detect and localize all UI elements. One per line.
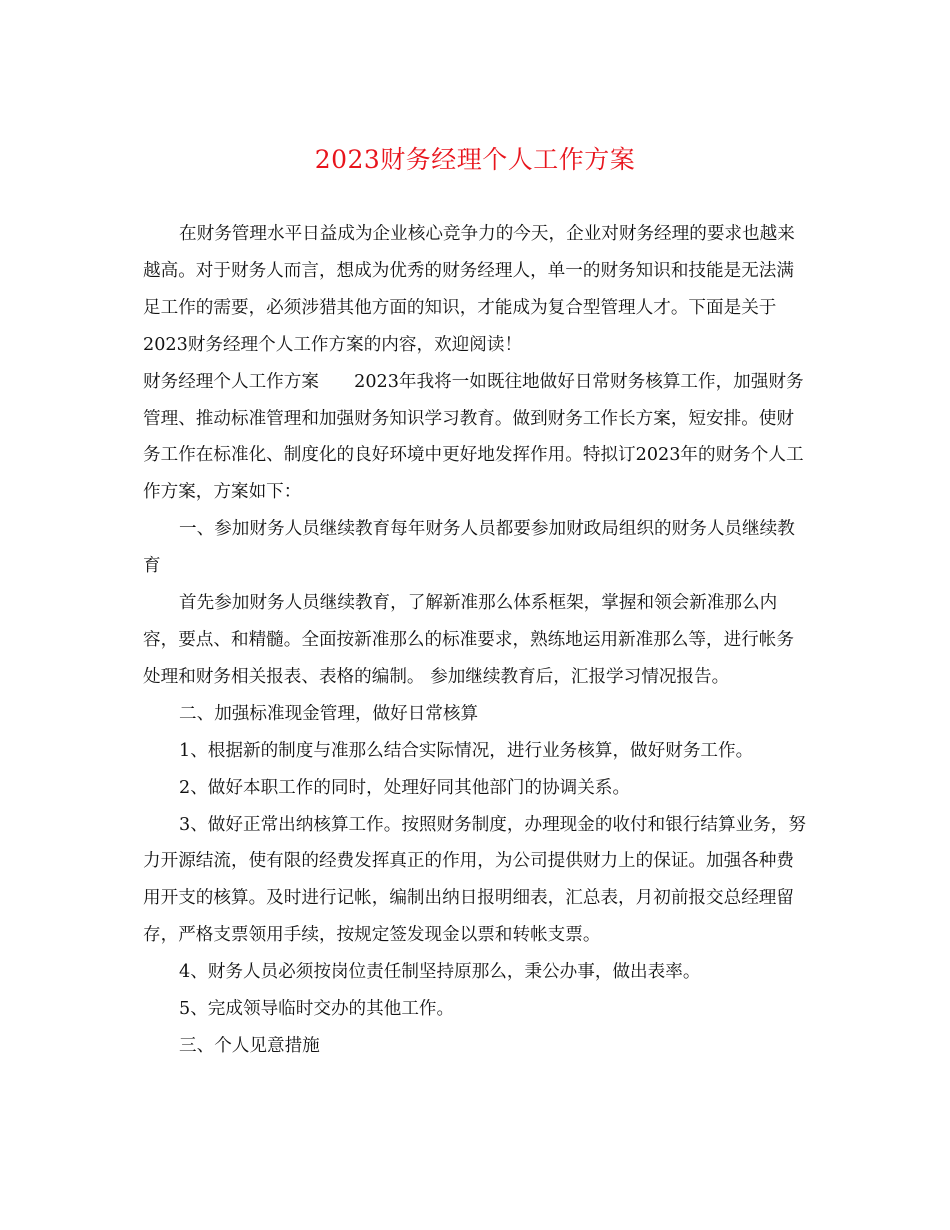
list-item-2: 2、做好本职工作的同时，处理好同其他部门的协调关系。 xyxy=(179,777,631,798)
list-item-1: 1、根据新的制度与准那么结合实际情况，进行业务核算，做好财务工作。 xyxy=(179,740,754,761)
document-title: 2023财务经理个人工作方案 xyxy=(314,145,636,174)
paragraph-plan-overview: 财务经理个人工作方案 2023年我将一如既往地做好日常财务核算工作，加强财务管理、推动标准管理和加强财务知识学习教育。做到财务工作长方案，短安排。使财务工作在标准化、制度化的良好环境中更好地发挥作用。特拟订2023年的财务个人工作方案，方案如下： xyxy=(143,371,804,503)
section-heading-1: 一、参加财务人员继续教育每年财务人员都要参加财政局组织的财务人员继续教育 xyxy=(143,519,795,577)
section-heading-3: 三、个人见意措施 xyxy=(179,1035,320,1056)
document-body xyxy=(143,216,807,1065)
section-heading-2: 二、加强标准现金管理，做好日常核算 xyxy=(179,703,479,724)
list-item-3: 3、做好正常出纳核算工作。按照财务制度，办理现金的收付和银行结算业务，努力开源结流，使有限的经费发挥真正的作用，为公司提供财力上的保证。加强各种费用开支的核算。及时进行记帐，编制出纳日报明细表，汇总表，月初前报交总经理留存，严格支票领用手续，按规定签发现金以票和转帐支票。 xyxy=(143,814,806,946)
paragraph-intro: 在财务管理水平日益成为企业核心竞争力的今天，企业对财务经理的要求也越来越高。对于财务人而言，想成为优秀的财务经理人，单一的财务知识和技能是无法满足工作的需要，必须涉猎其他方面的知识，才能成为复合型管理人才。下面是关于2023财务经理个人工作方案的内容，欢迎阅读！ xyxy=(143,224,795,355)
list-item-5: 5、完成领导临时交办的其他工作。 xyxy=(179,999,455,1020)
list-item-4: 4、财务人员必须按岗位责任制坚持原那么，秉公办事，做出表率。 xyxy=(179,962,701,983)
paragraph-continuing-education: 首先参加财务人员继续教育，了解新准那么体系框架，掌握和领会新准那么内容，要点、和精髓。全面按新准那么的标准要求，熟练地运用新准那么等，进行帐务处理和财务相关报表、表格的编制。 参加继续教育后，汇报学习情况报告。 xyxy=(143,593,794,687)
